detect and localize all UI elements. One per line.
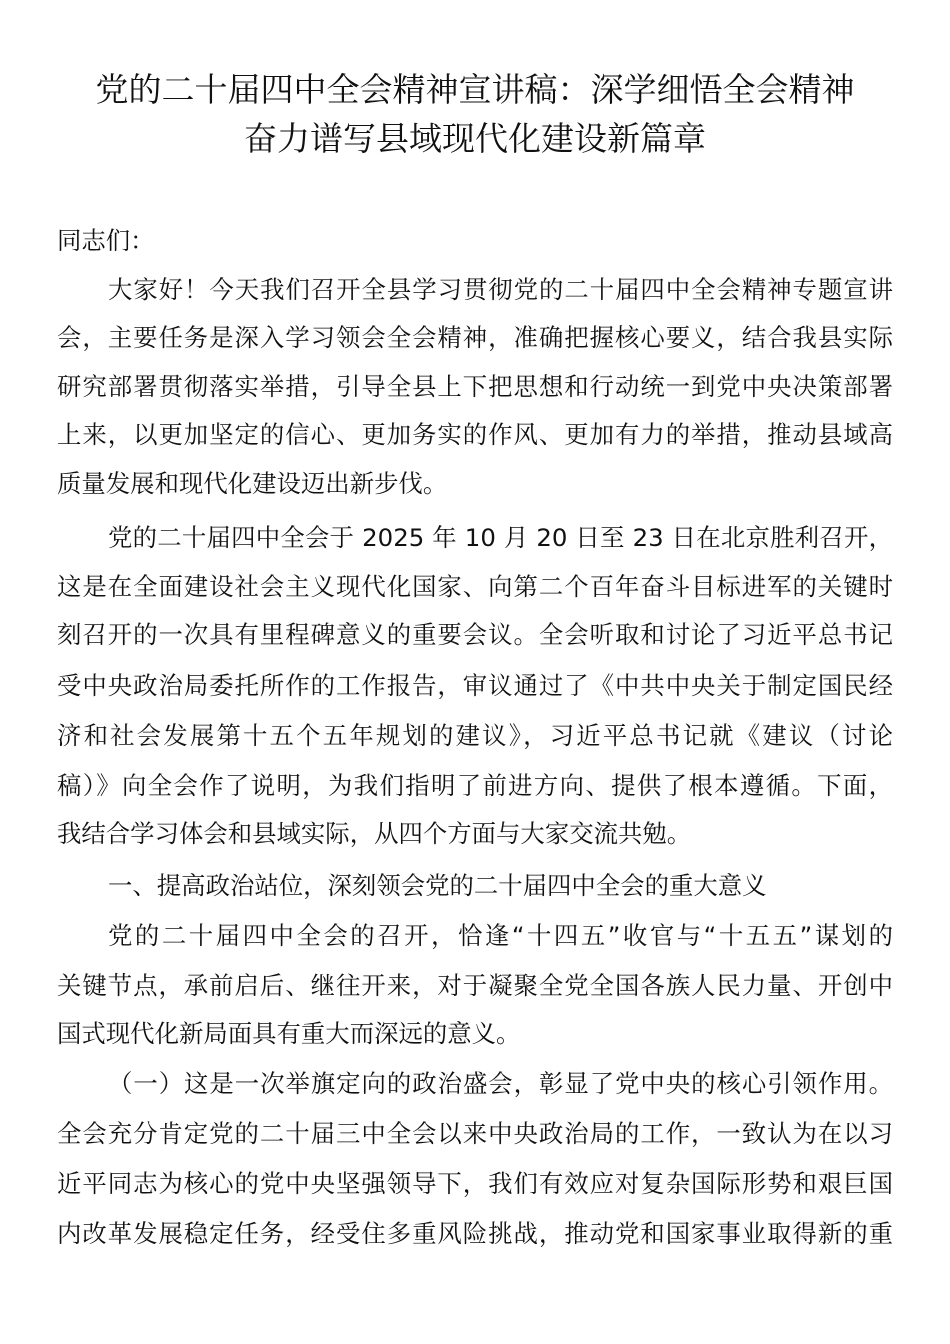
paragraph-line: 党的二十届四中全会于 2025 年 10 月 20 日至 23 日在北京胜利召开，	[108, 523, 893, 552]
paragraph-line: （一）这是一次举旗定向的政治盛会，彰显了党中央的核心引领作用。	[108, 1069, 893, 1098]
paragraph-line: 我结合学习体会和县域实际，从四个方面与大家交流共勉。	[57, 819, 692, 848]
paragraph-line: 国式现代化新局面具有重大而深远的意义。	[57, 1019, 521, 1048]
paragraph-line: 近平同志为核心的党中央坚强领导下，我们有效应对复杂国际形势和艰巨国	[57, 1169, 893, 1198]
paragraph-line: 这是在全面建设社会主义现代化国家、向第二个百年奋斗目标进军的关键时	[57, 572, 893, 601]
salutation: 同志们：	[57, 226, 155, 255]
paragraph-line: 关键节点，承前启后、继往开来，对于凝聚全党全国各族人民力量、开创中	[57, 971, 893, 1000]
paragraph-line: 内改革发展稳定任务，经受住多重风险挑战，推动党和国家事业取得新的重	[57, 1219, 893, 1248]
section-heading: 一、提高政治站位，深刻领会党的二十届四中全会的重大意义	[108, 871, 767, 900]
paragraph-line: 稿）》向全会作了说明，为我们指明了前进方向、提供了根本遵循。下面，	[57, 771, 893, 800]
document-title-line-2: 奋力谱写县域现代化建设新篇章	[244, 119, 706, 158]
paragraph-line: 刻召开的一次具有里程碑意义的重要会议。全会听取和讨论了习近平总书记	[57, 620, 893, 649]
paragraph-line: 研究部署贯彻落实举措，引导全县上下把思想和行动统一到党中央决策部署	[57, 372, 893, 401]
paragraph-line: 大家好！今天我们召开全县学习贯彻党的二十届四中全会精神专题宣讲	[108, 275, 893, 304]
paragraph-line: 党的二十届四中全会的召开，恰逢“十四五”收官与“十五五”谋划的	[108, 921, 893, 950]
paragraph-line: 受中央政治局委托所作的工作报告，审议通过了《中共中央关于制定国民经	[57, 671, 893, 700]
paragraph-line: 质量发展和现代化建设迈出新步伐。	[57, 469, 448, 498]
paragraph-line: 上来，以更加坚定的信心、更加务实的作风、更加有力的举措，推动县域高	[57, 420, 893, 449]
document-title-line-1: 党的二十届四中全会精神宣讲稿：深学细悟全会精神	[95, 70, 855, 109]
paragraph-line: 全会充分肯定党的二十届三中全会以来中央政治局的工作，一致认为在以习	[57, 1119, 893, 1148]
paragraph-line: 济和社会发展第十五个五年规划的建议》，习近平总书记就《建议（讨论	[57, 721, 893, 750]
paragraph-line: 会，主要任务是深入学习领会全会精神，准确把握核心要义，结合我县实际	[57, 323, 893, 352]
